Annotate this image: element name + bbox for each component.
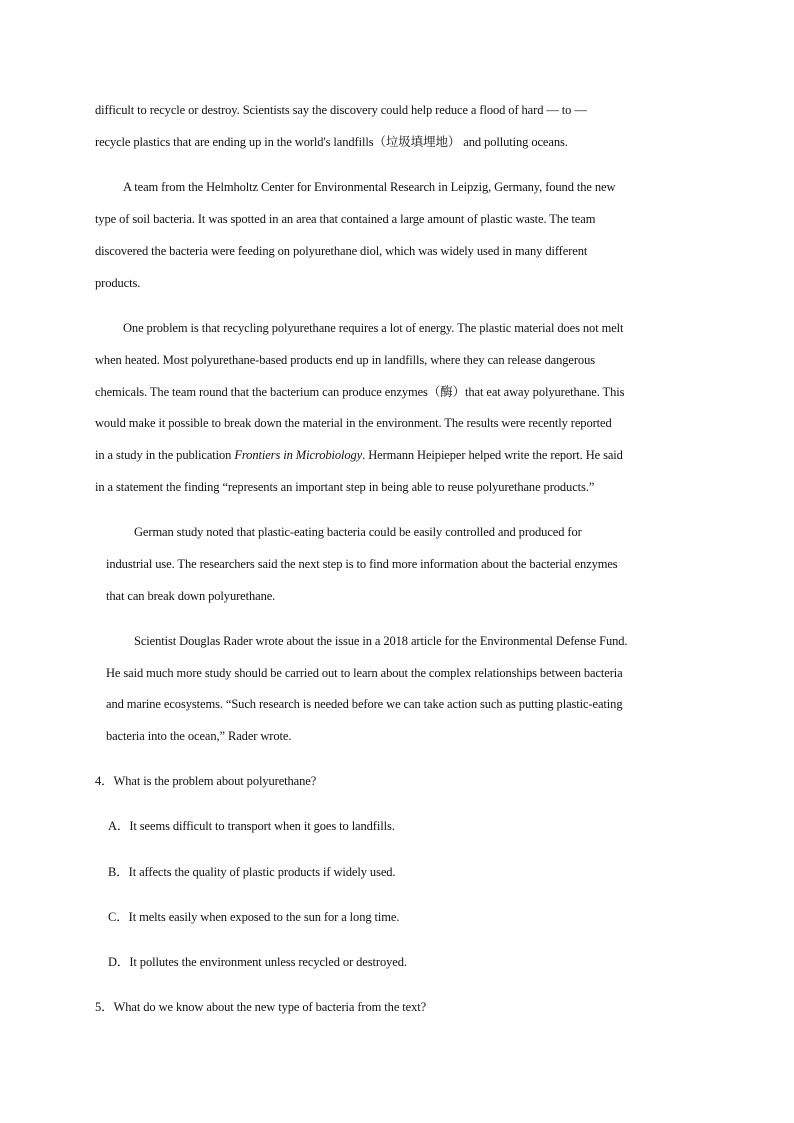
passage-line: would make it possible to break down the material in the environment. The results were recently reported xyxy=(95,416,612,430)
passage-line: discovered the bacteria were feeding on polyurethane diol, which was widely used in many different xyxy=(95,244,588,258)
question-stem: 5．What do we know about the new type of bacteria from the text? xyxy=(95,1000,427,1014)
passage-line: products. xyxy=(95,276,141,290)
passage-line: that can break down polyurethane. xyxy=(106,589,276,603)
passage-line: A team from the Helmholtz Center for Environmental Research in Leipzig, Germany, found the new xyxy=(123,180,616,194)
passage-line: and marine ecosystems. “Such research is needed before we can take action such as putting plastic-eating xyxy=(106,697,623,711)
passage-line: One problem is that recycling polyurethane requires a lot of energy. The plastic material does not melt xyxy=(123,321,624,335)
passage-text: in a study in the publication xyxy=(95,448,235,462)
passage-line: recycle plastics that are ending up in the world's landfills（垃圾填埋地） and polluting oceans. xyxy=(95,135,568,149)
passage-text: . Hermann Heipieper helped write the report. He said xyxy=(362,448,623,462)
passage-line: difficult to recycle or destroy. Scientists say the discovery could help reduce a flood of hard — to — xyxy=(95,103,587,117)
passage-line: bacteria into the ocean,” Rader wrote. xyxy=(106,729,292,743)
passage-line: industrial use. The researchers said the next step is to find more information about the bacterial enzymes xyxy=(106,557,618,571)
passage-line xyxy=(95,447,623,463)
passage-line: German study noted that plastic-eating bacteria could be easily controlled and produced for xyxy=(134,525,582,539)
answer-option-a: A．It seems difficult to transport when it goes to landfills. xyxy=(108,819,395,833)
passage-line: in a statement the finding “represents an important step in being able to reuse polyurethane products.” xyxy=(95,480,595,494)
passage-line: He said much more study should be carried out to learn about the complex relationships between bacteria xyxy=(106,666,623,680)
passage-line: chemicals. The team round that the bacterium can produce enzymes（酶）that eat away polyurethane. This xyxy=(95,385,625,399)
question-stem: 4．What is the problem about polyurethane? xyxy=(95,774,317,788)
answer-option-c: C．It melts easily when exposed to the sun for a long time. xyxy=(108,910,400,924)
publication-title: Frontiers in Microbiology xyxy=(234,448,363,462)
passage-line: type of soil bacteria. It was spotted in an area that contained a large amount of plastic waste. The team xyxy=(95,212,596,226)
answer-option-b: B．It affects the quality of plastic products if widely used. xyxy=(108,865,396,879)
answer-option-d: D．It pollutes the environment unless recycled or destroyed. xyxy=(108,955,407,969)
passage-line: when heated. Most polyurethane-based products end up in landfills, where they can release dangerous xyxy=(95,353,596,367)
passage-line: Scientist Douglas Rader wrote about the issue in a 2018 article for the Environmental Defense Fund. xyxy=(134,634,628,648)
